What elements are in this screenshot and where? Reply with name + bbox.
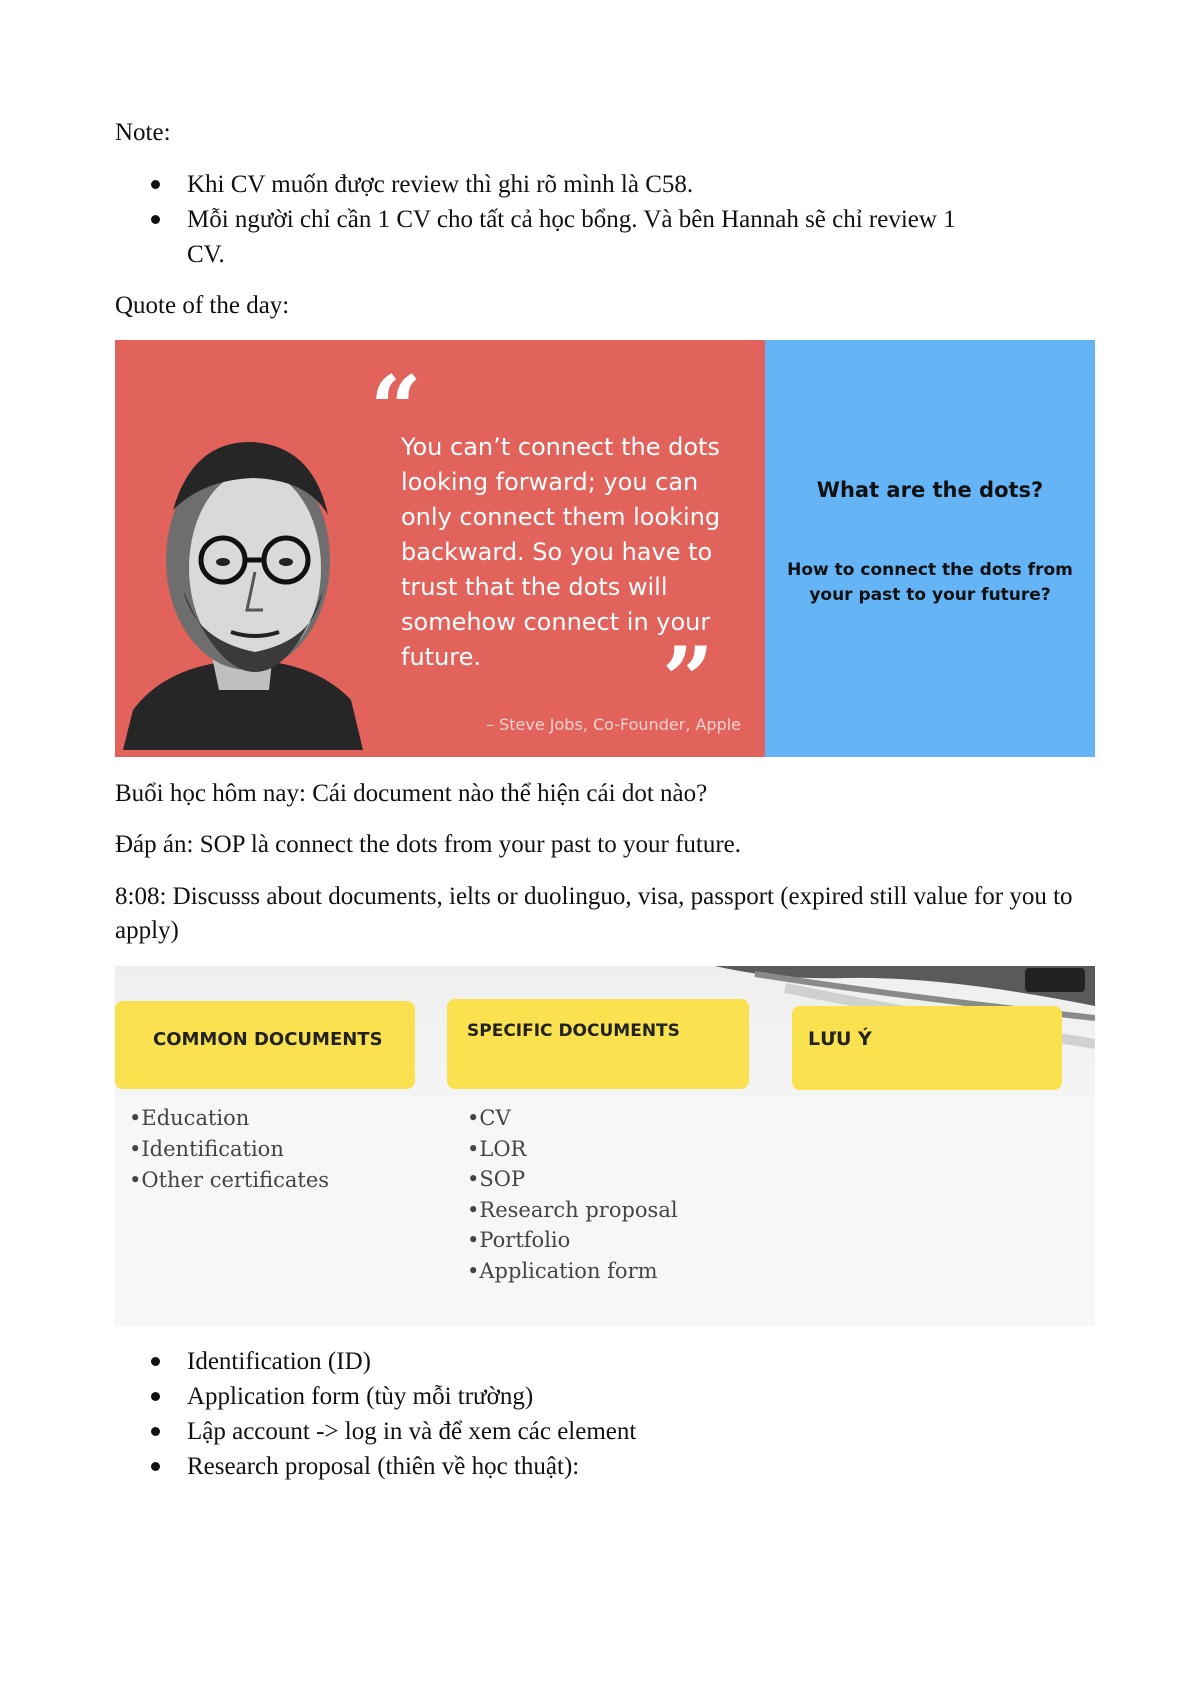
list-item: •Portfolio <box>467 1228 571 1252</box>
luu-y-title: LƯU Ý <box>808 1028 872 1050</box>
dots-subtitle: How to connect the dots from your past to your future? <box>787 560 1073 605</box>
list-item: •LOR <box>467 1136 527 1161</box>
bottom-list <box>115 1344 1075 1484</box>
list-item: •SOP <box>467 1167 526 1191</box>
bullet-icon <box>151 1427 160 1436</box>
common-documents-list <box>129 1103 329 1196</box>
list-item-continuation: CV. <box>187 241 225 268</box>
quote-panel <box>115 340 765 757</box>
lesson-question: Buổi học hôm nay: Cái document nào thể hiện cái dot nào? <box>115 780 708 807</box>
list-item: •Research proposal <box>467 1197 678 1222</box>
list-item: •Application form <box>467 1258 658 1283</box>
list-item: Application form (tùy mỗi trường) <box>115 1379 1075 1414</box>
list-item: •Education <box>129 1106 250 1130</box>
bullet-icon <box>151 1462 160 1471</box>
bullet-icon <box>151 1392 160 1401</box>
dots-panel <box>765 340 1095 757</box>
list-item: •CV <box>467 1106 511 1130</box>
quote-label: Quote of the day: <box>115 292 290 319</box>
specific-documents-list <box>467 1103 678 1286</box>
close-quote-icon: ” <box>662 627 714 733</box>
open-quote-icon: “ <box>370 356 422 462</box>
portrait-illustration <box>123 400 363 750</box>
list-item: •Identification <box>129 1137 284 1161</box>
list-item: Research proposal (thiên về học thuật): <box>115 1449 1075 1484</box>
note-label: Note: <box>115 119 171 146</box>
list-item: Khi CV muốn được review thì ghi rõ mình là C58. <box>115 167 1075 202</box>
answer-paragraph: Đáp án: SOP là connect the dots from your past to your future. <box>115 831 742 858</box>
specific-documents-title: SPECIFIC DOCUMENTS <box>467 1021 680 1041</box>
list-item: •Other certificates <box>129 1168 330 1192</box>
discussion-paragraph: 8:08: Discusss about documents, ielts or duolinguo, visa, passport (expired still value for you to apply) <box>115 883 1073 944</box>
bullet-icon <box>151 215 160 224</box>
list-item: Mỗi người chỉ cần 1 CV cho tất cả học bổng. Và bên Hannah sẽ chỉ review 1 <box>115 202 1075 237</box>
dots-title: What are the dots? <box>816 478 1044 502</box>
quote-text: You can’t connect the dots looking forward; you can only connect them looking backward. So you have to trust that the dots will somehow connect in your future. <box>401 433 721 671</box>
common-documents-title: COMMON DOCUMENTS <box>153 1029 383 1050</box>
documents-image <box>115 966 1095 1326</box>
list-item: Identification (ID) <box>115 1344 1075 1379</box>
bullet-icon <box>151 180 160 189</box>
note-list <box>115 167 1075 272</box>
common-documents-box <box>115 1001 415 1089</box>
bullet-icon <box>151 1357 160 1366</box>
list-item: Lập account -> log in và để xem các element <box>115 1414 1075 1449</box>
quote-image <box>115 340 1095 757</box>
quote-attribution: – Steve Jobs, Co-Founder, Apple <box>486 715 741 734</box>
specific-documents-box <box>447 999 749 1089</box>
luu-y-box <box>792 1006 1062 1090</box>
